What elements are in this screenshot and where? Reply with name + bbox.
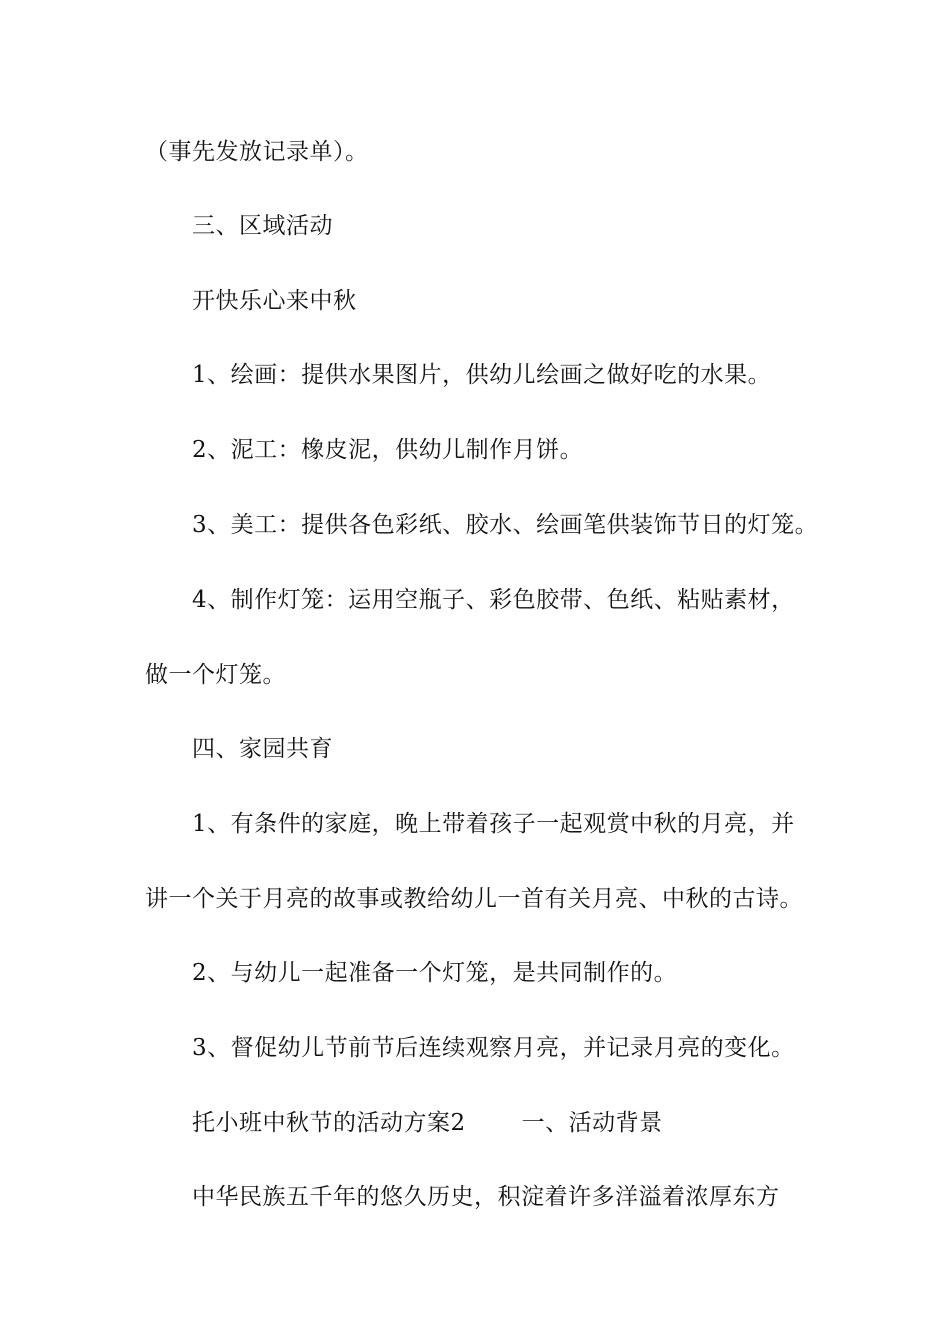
- list-item: 1、绘画：提供水果图片，供幼儿绘画之做好吃的水果。: [192, 362, 772, 388]
- section-heading: 四、家园共育: [192, 736, 333, 762]
- text-line: 中华民族五千年的悠久历史，积淀着许多洋溢着浓厚东方: [192, 1184, 780, 1210]
- list-item: 3、美工：提供各色彩纸、胶水、绘画笔供装饰节日的灯笼。: [192, 512, 819, 538]
- section-heading: 三、区域活动: [192, 213, 333, 239]
- list-item: 2、泥工：橡皮泥，供幼儿制作月饼。: [192, 437, 584, 463]
- list-item: 4、制作灯笼：运用空瓶子、彩色胶带、色纸、粘贴素材，: [192, 587, 795, 613]
- list-item: 3、督促幼儿节前节后连续观察月亮，并记录月亮的变化。: [192, 1035, 795, 1061]
- list-item: 2、与幼儿一起准备一个灯笼，是共同制作的。: [192, 960, 678, 986]
- plan-title-line: [192, 1108, 663, 1138]
- list-item: 1、有条件的家庭，晚上带着孩子一起观赏中秋的月亮，并: [192, 811, 795, 837]
- text-line: 讲一个关于月亮的故事或教给幼儿一首有关月亮、中秋的古诗。: [145, 886, 803, 912]
- subheading: 开快乐心来中秋: [192, 288, 357, 314]
- text-line: 做一个灯笼。: [145, 662, 286, 688]
- section-heading: 一、活动背景: [521, 1110, 663, 1136]
- text-line: （事先发放记录单）。: [145, 139, 369, 165]
- plan-title: 托小班中秋节的活动方案2: [192, 1110, 466, 1136]
